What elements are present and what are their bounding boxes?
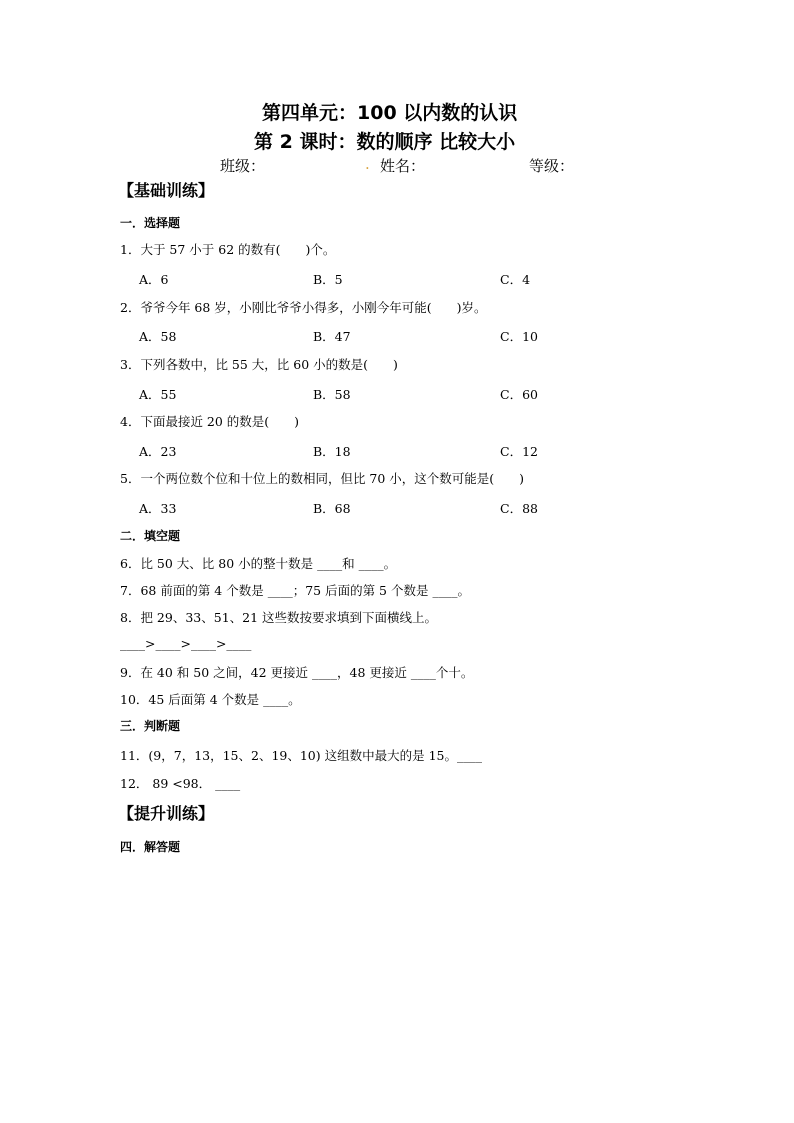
page-title: 第四单元：100 以内数的认识 [262, 102, 518, 124]
question-2: 2．爷爷今年 68 岁，小刚比爷爷小得多，小刚今年可能( )岁。 [120, 300, 487, 315]
question-1: 1．大于 57 小于 62 的数有( )个。 [120, 242, 336, 257]
choice-section-heading: 一．选择题 [120, 216, 181, 230]
class-label: 班级： [220, 157, 266, 175]
question-12: 12． 89 <98． ____ [120, 776, 241, 791]
answer-section-heading: 四．解答题 [120, 840, 181, 854]
question-4-option-a: A．23 [139, 444, 177, 459]
question-11: 11．(9，7，13，15、2、19、10) 这组数中最大的是 15。____ [120, 748, 482, 763]
separator-dot: . [365, 155, 370, 173]
question-3: 3．下列各数中，比 55 大，比 60 小的数是( ) [120, 357, 398, 372]
judge-section-heading: 三．判断题 [120, 719, 181, 733]
fill-section-heading: 二．填空题 [120, 529, 181, 543]
question-3-option-c: C．60 [500, 387, 538, 402]
grade-label: 等级： [529, 157, 575, 175]
question-3-option-b: B．58 [313, 387, 351, 402]
page-subtitle: 第 2 课时：数的顺序 比较大小 [254, 131, 516, 153]
question-2-option-b: B．47 [313, 329, 351, 344]
question-2-option-c: C．10 [500, 329, 538, 344]
question-1-option-b: B．5 [313, 272, 343, 287]
advanced-training-heading: 【提升训练】 [118, 804, 215, 823]
question-10: 10．45 后面第 4 个数是 ____。 [120, 692, 301, 707]
basic-training-heading: 【基础训练】 [118, 181, 215, 200]
question-1-option-a: A．6 [139, 272, 169, 287]
question-4-option-c: C．12 [500, 444, 538, 459]
question-2-option-a: A．58 [139, 329, 177, 344]
question-1-option-c: C．4 [500, 272, 531, 287]
question-5: 5．一个两位数个位和十位上的数相同，但比 70 小，这个数可能是( ) [120, 471, 525, 486]
question-5-option-a: A．33 [139, 501, 177, 516]
question-6: 6．比 50 大、比 80 小的整十数是 ____和 ____。 [120, 556, 397, 571]
question-3-option-a: A．55 [139, 387, 177, 402]
question-8: 8．把 29、33、51、21 这些数按要求填到下面横线上。 [120, 610, 438, 625]
name-label: 姓名： [380, 157, 426, 175]
question-4-option-b: B．18 [313, 444, 351, 459]
question-8-answer-line: ____>____>____>____ [120, 636, 252, 651]
question-7: 7．68 前面的第 4 个数是 ____；75 后面的第 5 个数是 ____。 [120, 583, 470, 598]
question-9: 9．在 40 和 50 之间，42 更接近 ____，48 更接近 ____个十。 [120, 665, 474, 680]
question-5-option-b: B．68 [313, 501, 351, 516]
question-4: 4．下面最接近 20 的数是( ) [120, 414, 300, 429]
question-5-option-c: C．88 [500, 501, 538, 516]
